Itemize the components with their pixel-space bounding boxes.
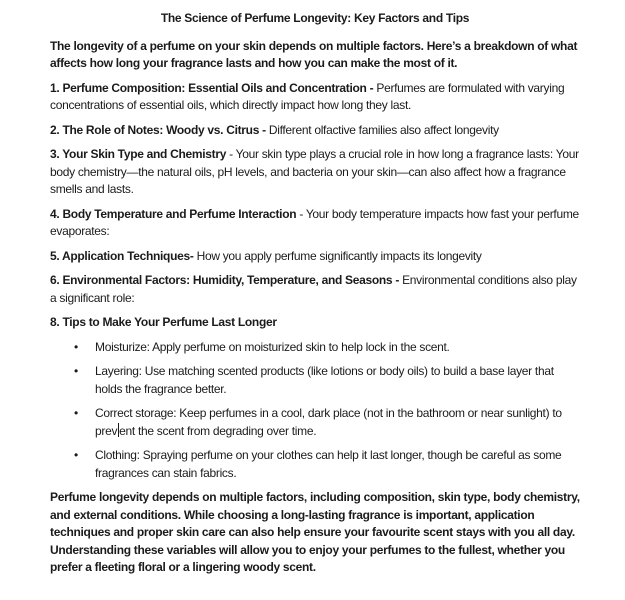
section-paragraph-application[interactable] [50, 248, 580, 266]
tips-list[interactable] [50, 339, 580, 483]
tip-item-layering[interactable] [50, 363, 580, 398]
tips-heading-text[interactable]: 8. Tips to Make Your Perfume Last Longer [50, 315, 277, 329]
tip-text-layering[interactable]: Layering: Use matching scented products (like lotions or body oils) to build a base layer that holds the fragrance better. [95, 364, 554, 396]
tip-text-clothing[interactable]: Clothing: Spraying perfume on your clothes can help it last longer, though be careful as some fragrances can stain fabrics. [95, 448, 562, 480]
section-paragraph-composition[interactable] [50, 80, 580, 115]
section-body-application[interactable]: How you apply perfume significantly impacts its longevity [193, 248, 482, 263]
tip-text-storage-before-cursor[interactable]: Correct storage: Keep perfumes in a cool, dark place (not in the bathroom or near sunlight) to prev [95, 406, 562, 438]
intro-paragraph[interactable]: The longevity of a perfume on your skin depends on multiple factors. Here’s a breakdown of what affects how long your fragrance lasts and how you can make the most of it. [50, 38, 578, 70]
tip-text-storage-after-cursor[interactable]: ent the scent from degrading over time. [119, 423, 317, 438]
section-body-environment[interactable]: Environmental conditions also play a significant role: [50, 273, 577, 305]
tip-item-correct-storage[interactable] [50, 405, 580, 440]
section-heading-application[interactable]: 5. Application Techniques- [50, 248, 194, 263]
section-heading-skin-type[interactable]: 3. Your Skin Type and Chemistry [50, 147, 227, 161]
tips-heading[interactable] [50, 314, 580, 332]
document-title[interactable]: The Science of Perfume Longevity: Key Factors and Tips [160, 11, 470, 25]
section-heading-notes[interactable]: 2. The Role of Notes: Woody vs. Citrus - [50, 122, 266, 137]
section-body-composition[interactable]: Perfumes are formulated with varying concentrations of essential oils, which directly impact how long they last. [50, 80, 565, 112]
section-paragraph-environment[interactable] [50, 272, 580, 307]
section-body-skin-type[interactable]: - Your skin type plays a crucial role in how long a fragrance lasts: Your body chemistry—the natural oils, pH levels, and bacteria on your skin—can also affect how a fragrance smells and lasts. [50, 147, 579, 196]
section-paragraph-body-temperature[interactable] [50, 206, 580, 241]
section-heading-composition[interactable]: 1. Perfume Composition: Essential Oils and Concentration - [50, 80, 374, 95]
section-body-body-temperature[interactable]: - Your body temperature impacts how fast your perfume evaporates: [50, 206, 579, 238]
tip-item-clothing[interactable] [50, 447, 580, 482]
tip-text-moisturize[interactable]: Moisturize: Apply perfume on moisturized skin to help lock in the scent. [95, 339, 450, 354]
section-body-notes[interactable]: Different olfactive families also affect longevity [265, 122, 499, 137]
section-heading-body-temperature[interactable]: 4. Body Temperature and Perfume Interaction [50, 206, 297, 221]
section-paragraph-skin-type[interactable] [50, 146, 580, 199]
conclusion-paragraph[interactable]: Perfume longevity depends on multiple factors, including composition, skin type, body chemistry, and external conditions. While choosing a long-lasting fragrance is important, application techniques and proper skin care can also help ensure your favourite scent stays with you all day. Understanding these variables will allow you to enjoy your perfumes to the fullest, whether you prefer a fleeting floral or a lingering woody scent. [50, 490, 580, 574]
section-heading-environment[interactable]: 6. Environmental Factors: Humidity, Temperature, and Seasons - [50, 273, 400, 287]
tip-item-moisturize[interactable] [50, 339, 580, 357]
section-paragraph-notes[interactable] [50, 122, 580, 140]
